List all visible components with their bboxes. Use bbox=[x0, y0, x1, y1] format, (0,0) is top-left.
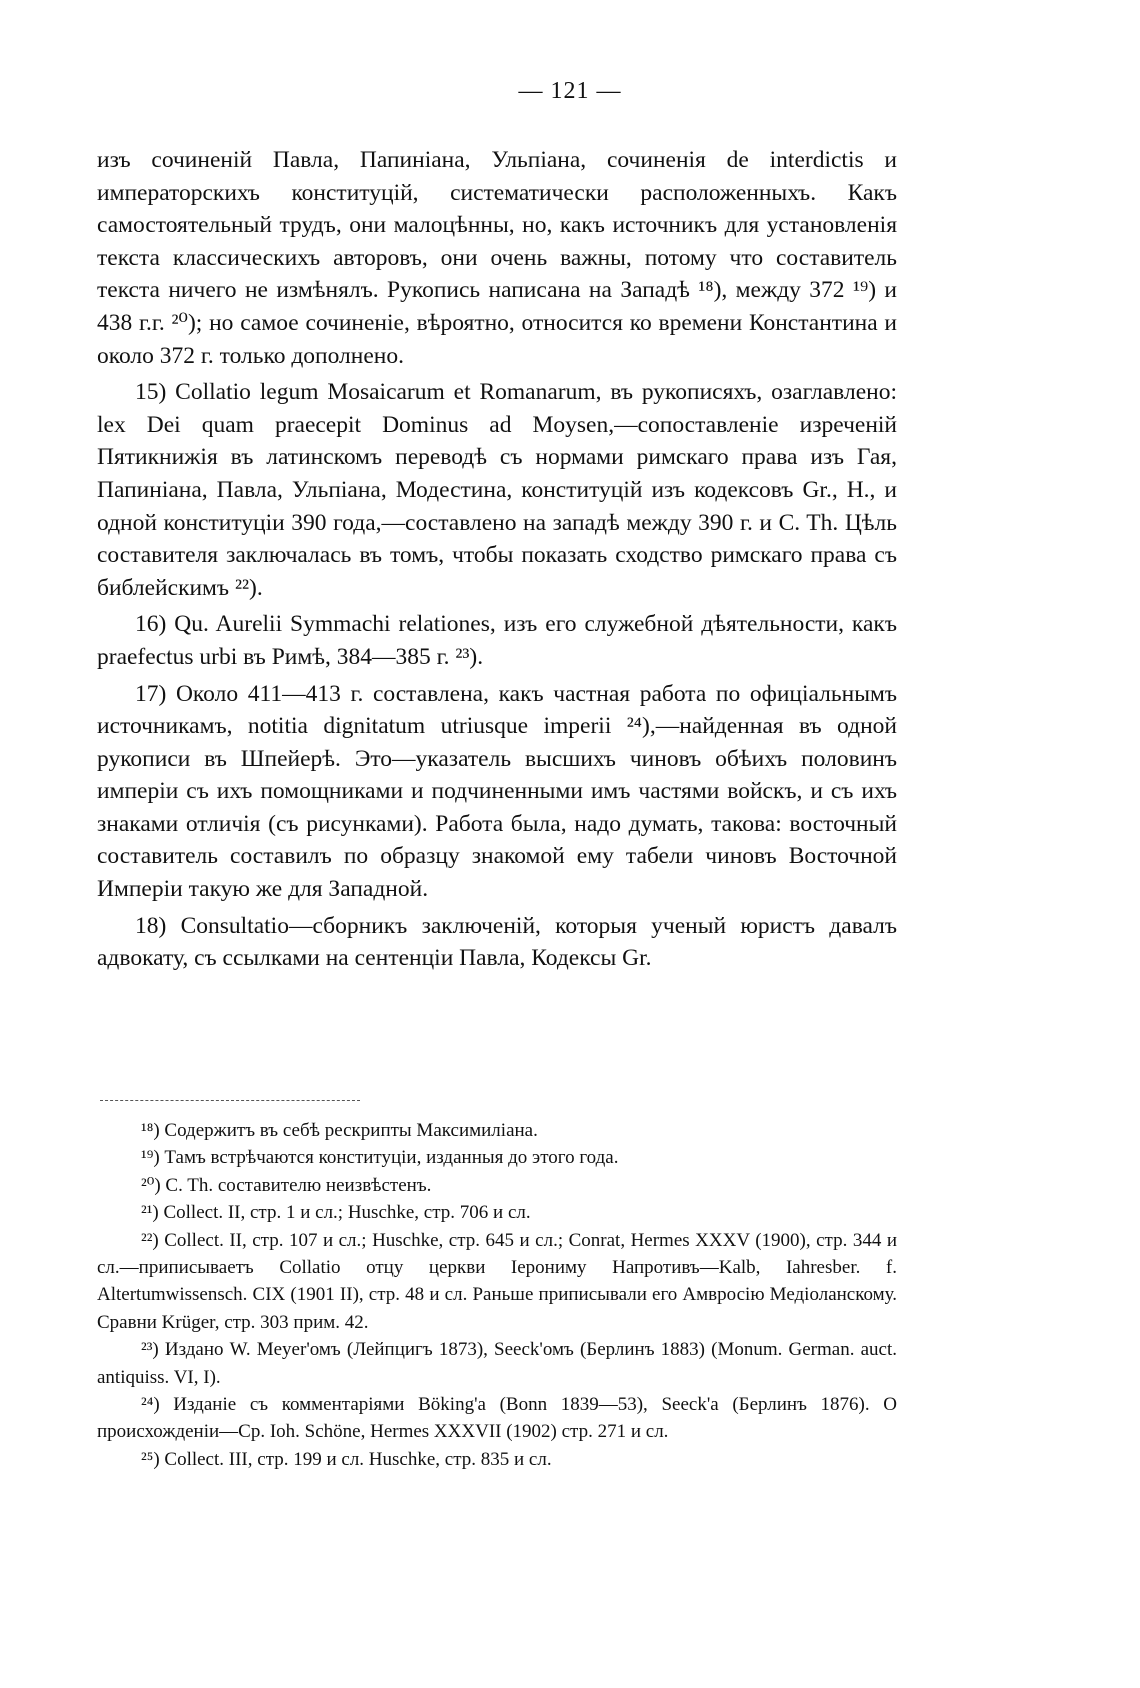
footnote-20: ²⁰) C. Th. составителю неизвѣстенъ. bbox=[141, 1174, 432, 1196]
footnotes bbox=[97, 1117, 897, 1473]
footnote-separator bbox=[100, 1100, 360, 1101]
paragraph-item-18: 18) Consultatio—сборникъ заключеній, которыя ученый юристъ давалъ адвокату, съ ссылками на сентенціи Павла, Кодексы Gr. bbox=[97, 912, 897, 972]
paragraph-item-16: 16) Qu. Aurelii Symmachi relationes, изъ его служебной дѣятельности, какъ praefectus urbi въ Римѣ, 384—385 г. ²³). bbox=[97, 611, 897, 670]
footnote-18: ¹⁸) Содержитъ въ себѣ рескрипты Максимиліана. bbox=[141, 1120, 538, 1141]
page-number: — 121 — bbox=[518, 78, 622, 104]
footnote-25: ²⁵) Collect. III, стр. 199 и сл. Huschke, стр. 835 и сл. bbox=[141, 1448, 552, 1470]
paragraph-item-17: 17) Около 411—413 г. составлена, какъ частная работа по офиціальнымъ источникамъ, notitia dignitatum utriusque imperii ²⁴),—найденная въ одной рукописи въ Шпейерѣ. Это—указатель высшихъ чиновъ обѣихъ половинъ имперіи съ ихъ помощниками и подчиненными имъ частями войскъ, и съ ихъ знаками отличія (съ рисунками). Работа была, надо думать, такова: восточный составитель составилъ по образцу знакомой ему табели чиновъ Восточной Имперіи такую же для Западной. bbox=[97, 680, 897, 903]
footnote-21: ²¹) Collect. II, стр. 1 и сл.; Huschke, стр. 706 и сл. bbox=[141, 1202, 531, 1224]
footnote-22: ²²) Collect. II, стр. 107 и сл.; Huschke, стр. 645 и сл.; Conrat, Hermes XXXV (1900), стр. 344 и сл.—приписываетъ Collatio отцу церкви Іерониму Напротивъ—Kalb, Iahresber. f. Altertumwissensch. CIX (1901 II), стр. 48 и сл. Раньше приписывали его Амвросію Медіоланскому. Сравни Krüger, стр. 303 прим. 42. bbox=[97, 1229, 897, 1333]
main-text bbox=[97, 144, 897, 975]
paragraph-item-15: 15) Collatio legum Mosaicarum et Romanarum, въ рукописяхъ, озаглавлено: lex Dei quam praecepit Dominus ad Moysen,—сопоставленіе изреченій Пятикнижія въ латинскомъ переводѣ съ нормами римскаго права изъ Гая, Папиніана, Павла, Ульпіана, Модестина, конституцій изъ кодексовъ Gr., H., и одной конституціи 390 года,—составлено на западѣ между 390 г. и C. Th. Цѣль составителя заключалась въ томъ, чтобы показать сходство римскаго права съ библейскимъ ²²). bbox=[97, 379, 897, 601]
footnote-19: ¹⁹) Тамъ встрѣчаются конституціи, изданныя до этого года. bbox=[141, 1147, 619, 1169]
footnote-23: ²³) Издано W. Meyer'омъ (Лейпцигъ 1873), Seeck'омъ (Берлинъ 1883) (Monum. German. auct. antiquiss. VI, I). bbox=[97, 1339, 897, 1388]
footnote-24: ²⁴) Изданіе съ комментаріями Böking'a (Bonn 1839—53), Seeck'a (Берлинъ 1876). О происхожденіи—Ср. Ioh. Schöne, Hermes XXXVII (1902) стр. 271 и сл. bbox=[97, 1394, 897, 1443]
paragraph-continuation: изъ сочиненій Павла, Папиніана, Ульпіана, сочиненія de interdictis и императорскихъ конституцій, систематически расположенныхъ. Какъ самостоятельный трудъ, они малоцѣнны, но, какъ источникъ для установленія текста классическихъ авторовъ, они очень важны, потому что составитель текста ничего не измѣнялъ. Рукопись написана на Западѣ ¹⁸), между 372 ¹⁹) и 438 г.г. ²⁰); но самое сочиненіе, вѣроятно, относится ко времени Константина и около 372 г. только дополнено. bbox=[97, 147, 897, 369]
